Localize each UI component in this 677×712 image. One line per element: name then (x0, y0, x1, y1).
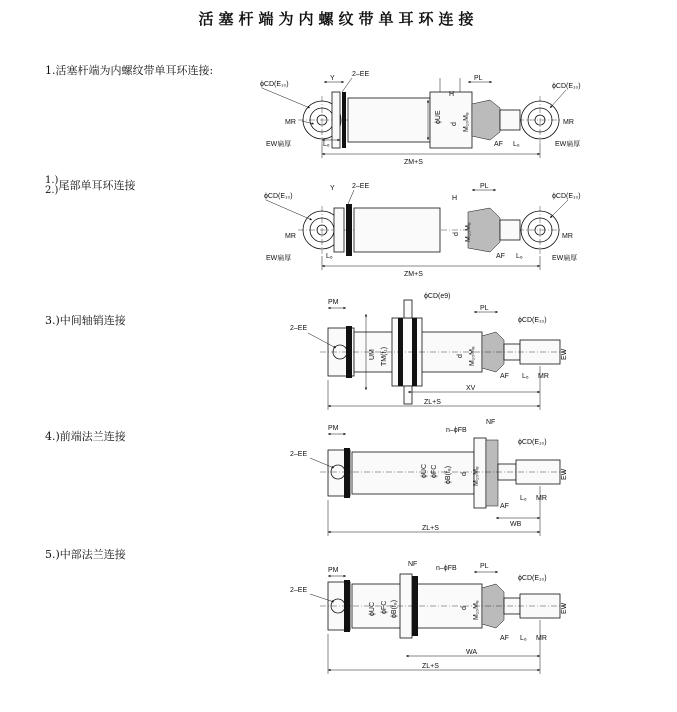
label-pl-2: PL (480, 183, 489, 190)
label-pl-1: PL (474, 75, 483, 82)
label-zm-2: ZM+S (404, 271, 423, 278)
label-mr-2: MR (285, 233, 296, 240)
drawing-5 (290, 561, 568, 674)
label-zl-3: ZL+S (424, 399, 441, 406)
label-pm-4: PM (328, 425, 339, 432)
rear-seal (342, 92, 346, 148)
drawing-3 (290, 293, 568, 410)
label-ew-4: EW (561, 468, 568, 480)
rod-gland (472, 100, 500, 140)
label-ewflat-1b: EW扁厚 (555, 141, 581, 148)
label-cd-2: ϕCD(E₁₀) (264, 193, 293, 200)
label-pm-3: PM (328, 299, 339, 306)
section-2-text: 尾部单耳环连接 (58, 179, 136, 192)
label-fb-4: n–ϕFB (446, 427, 467, 434)
section-2-num-bottom: 2.) (45, 185, 59, 196)
label-le-1: L₆ (323, 141, 330, 148)
label-ewflat-2b: EW扁厚 (552, 255, 578, 262)
label-d-3: d (457, 354, 464, 358)
label-y-1: Y (330, 75, 335, 82)
drawing-1 (260, 71, 581, 166)
label-nf-5: NF (408, 561, 418, 568)
label-zm-1: ZM+S (404, 159, 423, 166)
label-ue-1: ϕUE (435, 110, 442, 124)
label-um-3: UM (369, 349, 376, 360)
label-uc-4: ϕUC (421, 463, 428, 478)
label-mr-1b: MR (563, 119, 574, 126)
label-nf-4: NF (486, 419, 496, 426)
section-4-label: 4.)前端法兰连接 (45, 430, 126, 443)
label-cd-3: ϕCD(E₁₀) (518, 317, 547, 324)
label-d-1: d (451, 122, 458, 126)
label-ee-3: 2–EE (290, 325, 308, 332)
label-ee-5: 2–EE (290, 587, 308, 594)
label-ee-1: 2–EE (352, 71, 370, 78)
section-5-label: 5.)中部法兰连接 (45, 548, 126, 561)
label-m-4: M₁₀M₈ (473, 466, 480, 486)
label-mr-1: MR (285, 119, 296, 126)
label-m-3: M₁₀M₈ (469, 346, 476, 366)
label-fc-5: ϕFC (381, 600, 388, 614)
label-pl-5: PL (480, 563, 489, 570)
label-cd-2b: ϕCD(E₁₀) (552, 193, 581, 200)
label-bf-4: ϕB(f₈) (445, 465, 452, 484)
label-uc-5: ϕUC (369, 601, 376, 616)
label-le-1b: L₆ (513, 141, 520, 148)
label-zl-4: ZL+S (422, 525, 439, 532)
label-m-1: M₁₀M₈ (463, 112, 470, 132)
label-fc-4: ϕFC (431, 464, 438, 478)
label-cd-1: ϕCD(E₁₀) (260, 81, 289, 88)
label-y-2: Y (330, 185, 335, 192)
label-ew-3: EW (561, 348, 568, 360)
label-le-4: L₆ (520, 495, 527, 502)
label-d-2: d (453, 232, 460, 236)
label-le-2: L₆ (326, 253, 333, 260)
label-af-2: AF (496, 253, 505, 260)
drawing-4 (290, 419, 568, 536)
label-cd-4: ϕCD(E₁₀) (518, 439, 547, 446)
section-2-num-top: 1.) (45, 175, 59, 186)
label-wb-4: WB (510, 521, 522, 528)
label-mr-4: MR (536, 495, 547, 502)
label-le-2b: L₆ (516, 253, 523, 260)
label-cd-1b: ϕCD(E₁₀) (552, 83, 581, 90)
label-ewflat-2: EW扁厚 (266, 255, 292, 262)
label-af-3: AF (500, 373, 509, 380)
label-h-1: H (449, 91, 455, 98)
label-ee-4: 2–EE (290, 451, 308, 458)
label-le-3: L₆ (522, 373, 529, 380)
rear-cap (332, 92, 340, 148)
label-ee-2: 2–EE (352, 183, 370, 190)
label-ew-5: EW (561, 602, 568, 614)
label-h-2: H (452, 195, 458, 202)
label-ewflat-1: EW扁厚 (266, 141, 292, 148)
label-le-5: L₆ (520, 635, 527, 642)
label-wa-5: WA (466, 649, 478, 656)
label-cde9-3: ϕCD(e9) (424, 293, 451, 300)
label-m-5: M₁₀M₈ (473, 600, 480, 620)
label-af-4: AF (500, 503, 509, 510)
barrel (348, 98, 430, 142)
label-cd-5: ϕCD(E₁₀) (518, 575, 547, 582)
section-3-label: 3.)中间轴销连接 (45, 314, 126, 327)
section-1-label: 1.活塞杆端为内螺纹带单耳环连接: (45, 64, 214, 77)
label-d-5: d (461, 606, 468, 610)
label-d-4: d (461, 472, 468, 476)
label-fb-5: n–ϕFB (436, 565, 457, 572)
label-mr-5: MR (536, 635, 547, 642)
drawing-2 (264, 183, 581, 278)
label-pm-5: PM (328, 567, 339, 574)
piston-rod (500, 110, 520, 130)
label-xv-3: XV (466, 385, 476, 392)
label-bf-5: ϕB(f₈) (391, 599, 398, 618)
label-pl-3: PL (480, 305, 489, 312)
page-title: 活塞杆端为内螺纹带单耳环连接 (198, 10, 479, 28)
label-af-1: AF (494, 141, 503, 148)
label-tm-3: TM(f₁) (381, 346, 388, 366)
label-mr-2b: MR (562, 233, 573, 240)
label-zl-5: ZL+S (422, 663, 439, 670)
label-af-5: AF (500, 635, 509, 642)
label-m-2: M₁₀M₈ (465, 222, 472, 242)
label-mr-3: MR (538, 373, 549, 380)
